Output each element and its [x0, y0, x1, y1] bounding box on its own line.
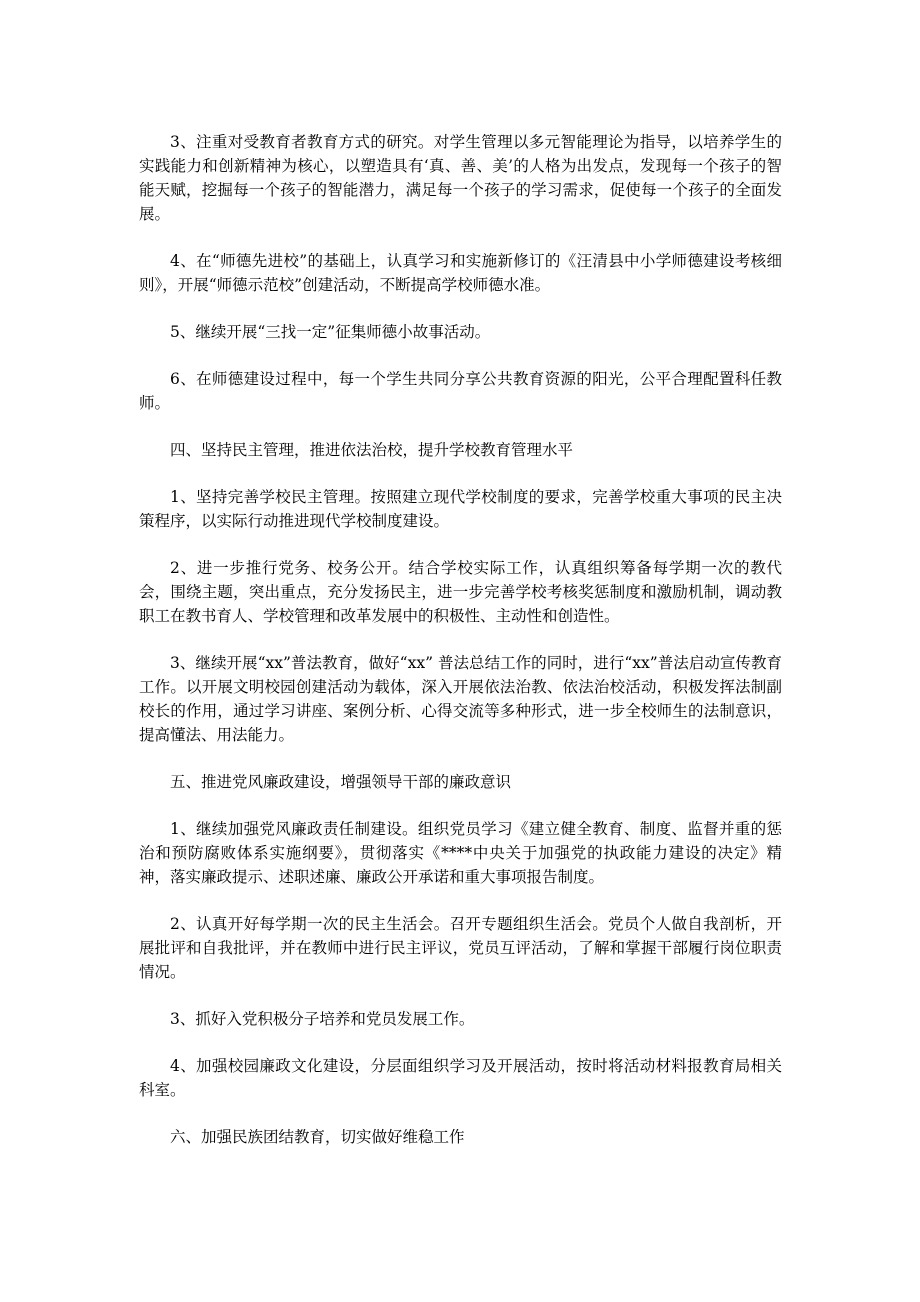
paragraph-item-1: 1、继续加强党风廉政责任制建设。组织党员学习《建立健全教育、制度、监督并重的惩治和预防腐败体系实施纲要》，贯彻落实《****中央关于加强党的执政能力建设的决定》精神，落实廉政提示、述职述廉、廉政公开承诺和重大事项报告制度。 — [139, 820, 782, 886]
section-heading-5: 五、推进党风廉政建设，增强领导干部的廉政意识 — [170, 773, 512, 791]
paragraph-item-2: 2、认真开好每学期一次的民主生活会。召开专题组织生活会。党员个人做自我剖析，开展批评和自我批评，并在教师中进行民主评议，党员互评活动，了解和掌握干部履行岗位职责情况。 — [139, 915, 782, 981]
paragraph-item-3: 3、继续开展“xx”普法教育，做好“xx” 普法总结工作的同时，进行“xx”普法启动宣传教育工作。以开展文明校园创建活动为载体，深入开展依法治教、依法治校活动，积极发挥法制副校长的作用，通过学习讲座、案例分析、心得交流等多种形式，进一步全校师生的法制意识，提高懂法、用法能力。 — [139, 654, 782, 744]
document-body — [139, 130, 782, 1172]
paragraph-item-6: 6、在师德建设过程中，每一个学生共同分享公共教育资源的阳光，公平合理配置科任教师。 — [139, 370, 782, 412]
paragraph-item-4: 4、在“师德先进校”的基础上，认真学习和实施新修订的《汪清县中小学师德建设考核细则》，开展“师德示范校”创建活动，不断提高学校师德水准。 — [139, 252, 782, 294]
paragraph-item-2: 2、进一步推行党务、校务公开。结合学校实际工作，认真组织筹备每学期一次的教代会，围绕主题，突出重点，充分发扬民主，进一步完善学校考核奖惩制度和激励机制，调动教职工在教书育人、学校管理和改革发展中的积极性、主动性和创造性。 — [139, 559, 782, 625]
section-heading-4: 四、坚持民主管理，推进依法治校，提升学校教育管理水平 — [170, 441, 574, 459]
paragraph-item-3: 3、注重对受教育者教育方式的研究。对学生管理以多元智能理论为指导，以培养学生的实践能力和创新精神为核心，以塑造具有‘真、善、美’的人格为出发点，发现每一个孩子的智能天赋，挖掘每一个孩子的智能潜力，满足每一个孩子的学习需求，促使每一个孩子的全面发展。 — [139, 133, 782, 223]
section-heading-6: 六、加强民族团结教育，切实做好维稳工作 — [170, 1128, 465, 1146]
paragraph-item-5: 5、继续开展“三找一定”征集师德小故事活动。 — [170, 323, 491, 341]
paragraph-item-4: 4、加强校园廉政文化建设，分层面组织学习及开展活动，按时将活动材料报教育局相关科室。 — [139, 1057, 782, 1099]
paragraph-item-1: 1、坚持完善学校民主管理。按照建立现代学校制度的要求，完善学校重大事项的民主决策程序，以实际行动推进现代学校制度建设。 — [139, 488, 782, 530]
paragraph-item-3: 3、抓好入党积极分子培养和党员发展工作。 — [170, 1010, 475, 1028]
